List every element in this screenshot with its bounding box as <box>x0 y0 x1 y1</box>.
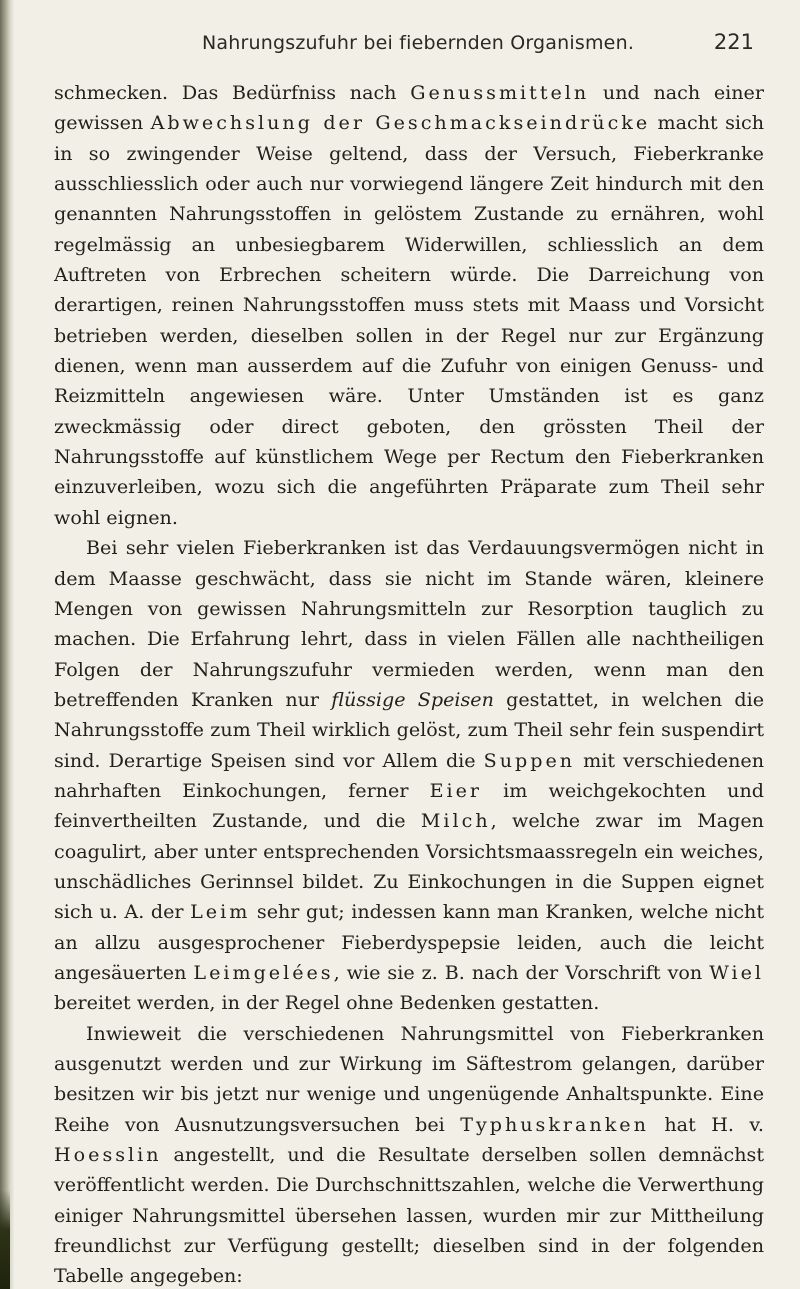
paragraph-1 <box>54 78 764 533</box>
spaced-emphasis: Eier <box>429 778 483 802</box>
text-run: Inwieweit die verschiedenen Nahrungsmittel von Fieberkranken ausgenutzt werden und zur Wirkung im Säftestrom gelangen, darüber besitzen wir bis jetzt nur wenige und ungenügende Anhaltspunkte. Eine Reihe von Ausnutzungsversuchen bei <box>54 1021 764 1136</box>
text-run: sehr gut; indessen kann man Kranken, welche nicht an allzu ausgesprochener Fieberdyspepsie leiden, auch die leicht angesäuerten <box>54 900 764 984</box>
text-run: gestattet, in welchen die Nahrungsstoffe zum Theil wirklich gelöst, zum Theil sehr fein suspendirt sind. Derartige Speisen sind vor Allem die <box>54 687 764 772</box>
binding-edge <box>0 0 14 1289</box>
spaced-emphasis: Leimgelées <box>193 960 334 984</box>
binding-shadow <box>0 1190 10 1289</box>
text-run: mit verschiedenen nahrhaften Einkochungen, ferner <box>54 748 764 802</box>
paragraph-3 <box>54 1019 764 1289</box>
italic-emphasis: flüssige Speisen <box>331 687 494 711</box>
spaced-emphasis: Wiel <box>709 960 765 984</box>
spaced-emphasis: Leim <box>190 900 251 924</box>
text-run: schmecken. Das Bedürfniss nach <box>54 81 411 104</box>
body-text <box>54 78 764 1289</box>
text-run: macht sich in so zwingender Weise geltend, dass der Versuch, Fieberkranke ausschliesslich oder auch nur vorwiegend längere Zeit hindurch mit den genannten Nahrungsstoffen in gelöstem Zustande zu ernähren, wohl regelmässig an unbesiegbarem Widerwillen, schliesslich an dem Auftreten von Erbrechen scheitern würde. Die Darreichung von derartigen, reinen Nahrungsstoffen muss stets mit Maass und Vorsicht betrieben werden, dieselben sollen in der Regel nur zur Ergänzung dienen, wenn man ausserdem auf die Zufuhr von einigen Genuss- und Reizmitteln angewiesen wäre. Unter Umständen ist es ganz zweckmässig oder direct geboten, den grössten Theil der Nahrungsstoffe auf künstlichem Wege per Rectum den Fieberkranken einzuverleiben, wozu sich die angeführten Präparate zum Theil sehr wohl eignen. <box>54 111 764 529</box>
text-run: und nach einer gewissen <box>54 81 764 135</box>
running-head-title: Nahrungszufuhr bei fiebernden Organismen. <box>202 32 635 54</box>
spaced-emphasis: Hoesslin <box>54 1143 162 1167</box>
page-number: 221 <box>713 30 754 54</box>
spaced-emphasis: Milch <box>420 809 491 833</box>
text-run: im weichgekochten und feinvertheilten Zustande, und die <box>54 778 764 833</box>
text-run: Bei sehr vielen Fieberkranken ist das Verdauungsvermögen nicht in dem Maasse geschwächt, dass sie nicht im Stande wären, kleinere Mengen von gewissen Nahrungsmitteln zur Resorption tauglich zu machen. Die Erfahrung lehrt, dass in vielen Fällen alle nachtheiligen Folgen der Nahrungszufuhr vermieden werden, wenn man den betreffenden Kranken nur <box>54 536 764 711</box>
spaced-emphasis: Genussmitteln <box>410 81 590 104</box>
text-run: angestellt, und die Resultate derselben sollen demnächst veröffentlicht werden. Die Durchschnittszahlen, welche die Verwerthung einiger Nahrungsmittel übersehen lassen, wurden mir zur Mittheilung freundlichst zur Verfügung gestellt; dieselben sind in der folgenden Tabelle angegeben: <box>54 1143 764 1288</box>
text-run: , wie sie z. B. nach der Vorschrift von <box>333 960 710 984</box>
spaced-emphasis: Typhuskranken <box>460 1112 649 1136</box>
running-head <box>60 30 760 60</box>
text-run: bereitet werden, in der Regel ohne Bedenken gestatten. <box>54 991 600 1015</box>
spaced-emphasis: Suppen <box>483 748 576 772</box>
text-run: , welche zwar im Magen coagulirt, aber unter entsprechenden Vorsichtsmaassregeln ein weiches, unschädliches Gerinnsel bildet. Zu Einkochungen in die Suppen eignet sich u. A. der <box>54 809 764 924</box>
spaced-emphasis: Abwechslung der Geschmackseindrücke <box>150 111 651 135</box>
paragraph-2 <box>54 533 764 1019</box>
text-run: hat H. v. <box>648 1112 764 1136</box>
